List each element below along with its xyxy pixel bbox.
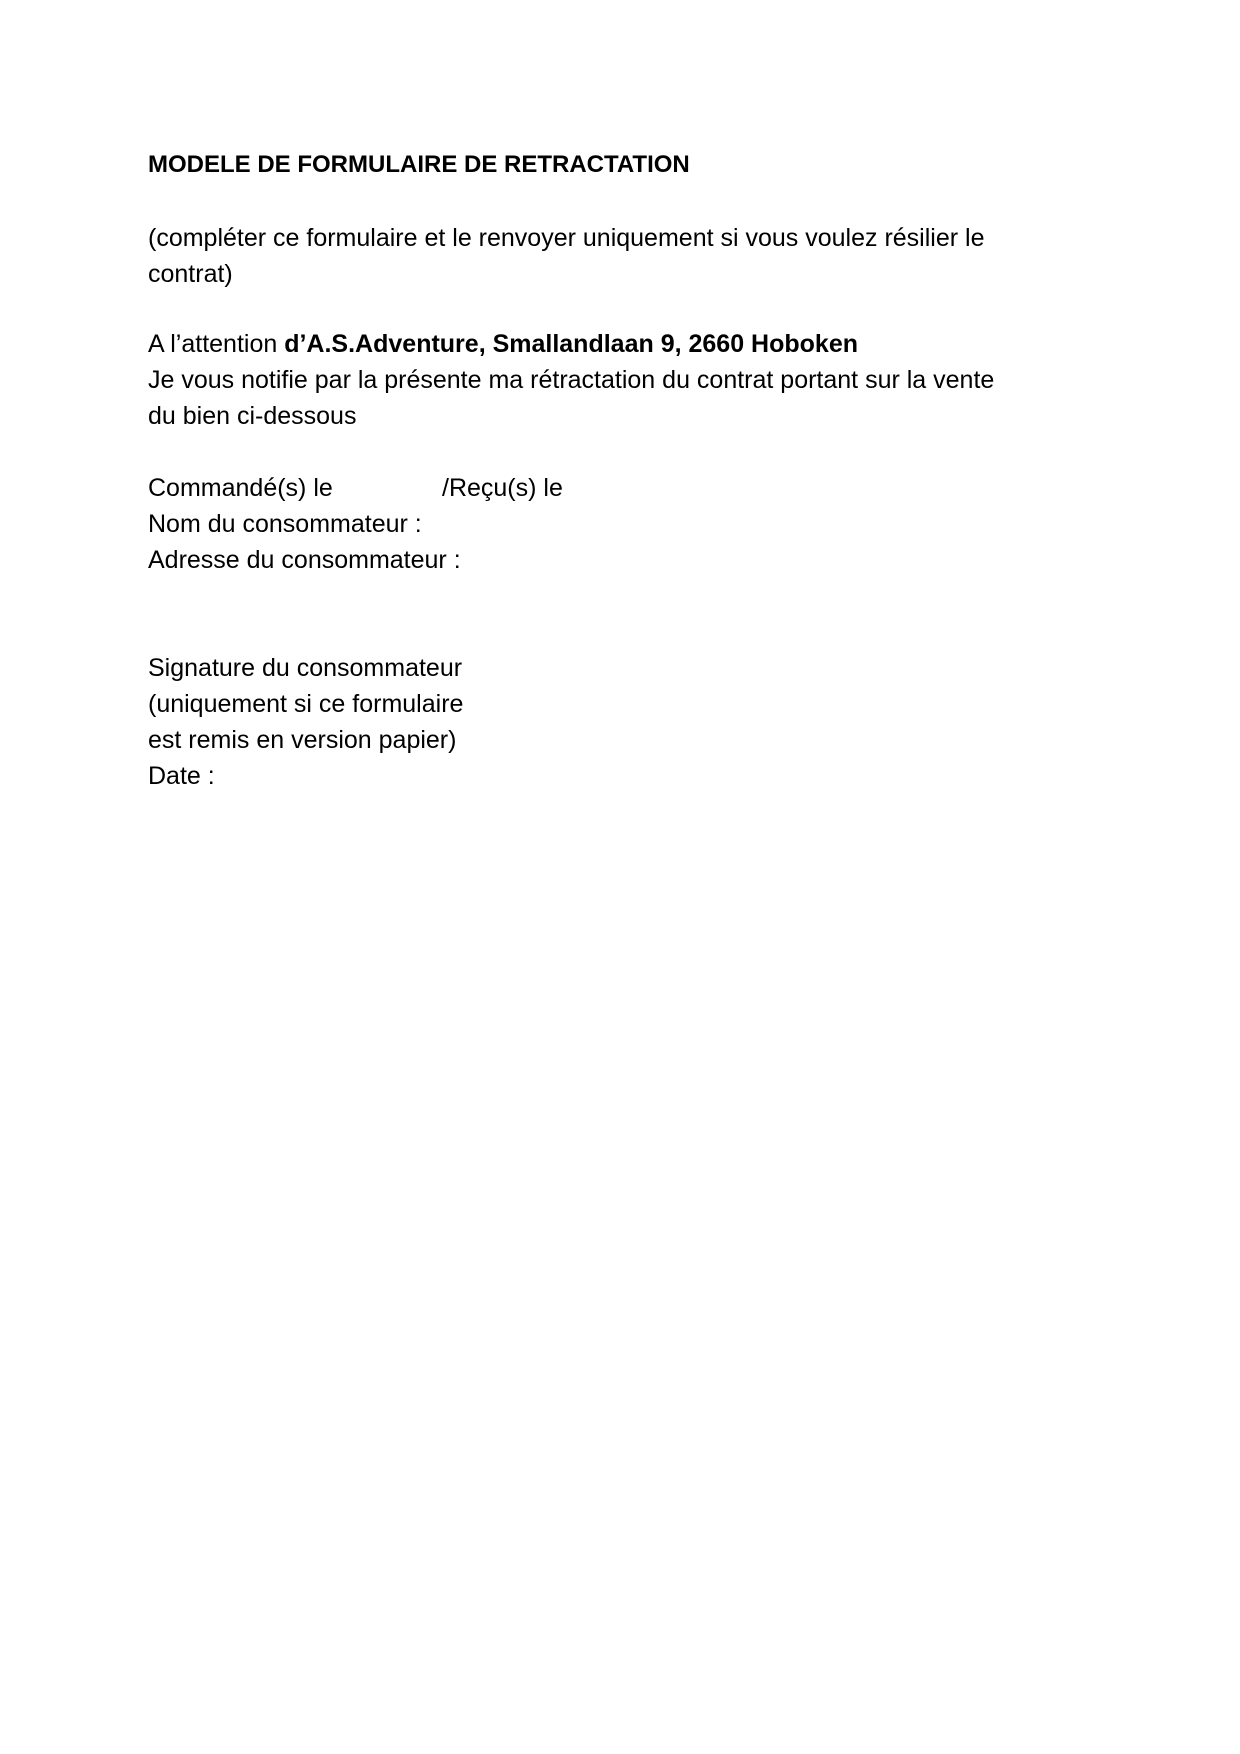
instructions (148, 220, 984, 292)
attention-line (148, 326, 858, 362)
consumer-address-label: Adresse du consommateur : (148, 546, 461, 574)
ordered-label: Commandé(s) le (148, 474, 333, 502)
received-label: /Reçu(s) le (442, 474, 563, 502)
recipient-address: d’A.S.Adventure, Smallandlaan 9, 2660 Hoboken (284, 330, 858, 358)
order-dates-line (148, 470, 563, 506)
form-title: MODELE DE FORMULAIRE DE RETRACTATION (148, 151, 690, 178)
signature-note-line-2: est remis en version papier) (148, 726, 457, 754)
instructions-line-1: (compléter ce formulaire et le renvoyer uniquement si vous voulez résilier le (148, 224, 985, 252)
instructions-line-2: contrat) (148, 260, 233, 288)
notification-line-2: du bien ci-dessous (148, 402, 357, 430)
attention-prefix: A l’attention (148, 330, 285, 358)
notification-text (148, 362, 994, 434)
date-label: Date : (148, 762, 215, 790)
notification-line-1: Je vous notifie par la présente ma rétractation du contrat portant sur la vente (148, 366, 995, 394)
signature-note-line-1: (uniquement si ce formulaire (148, 690, 464, 718)
signature-block (148, 650, 463, 794)
signature-label: Signature du consommateur (148, 654, 463, 682)
consumer-name-label: Nom du consommateur : (148, 510, 422, 538)
